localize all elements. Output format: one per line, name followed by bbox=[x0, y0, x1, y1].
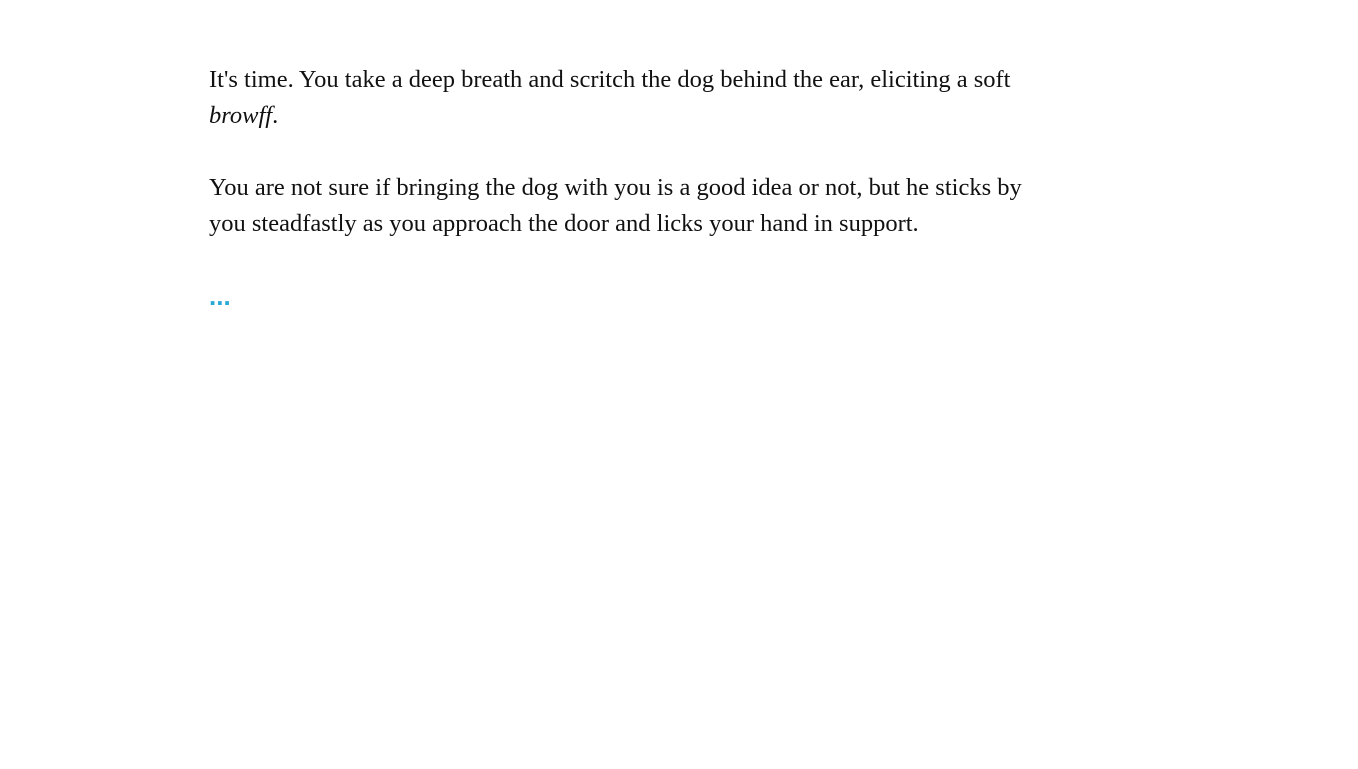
story-paragraph-1 bbox=[209, 62, 1059, 134]
paragraph-1-end: . bbox=[272, 102, 279, 129]
paragraph-1-emphasis: browff bbox=[209, 102, 273, 129]
story-paragraph-2: You are not sure if bringing the dog with you is a good idea or not, but he sticks by you steadfastly as you approach the door and licks your hand in support. bbox=[209, 174, 1022, 237]
continue-link[interactable]: ... bbox=[209, 281, 231, 311]
story-passage bbox=[209, 62, 1059, 316]
paragraph-1-text: It's time. You take a deep breath and scritch the dog behind the ear, eliciting a soft bbox=[209, 66, 1011, 93]
